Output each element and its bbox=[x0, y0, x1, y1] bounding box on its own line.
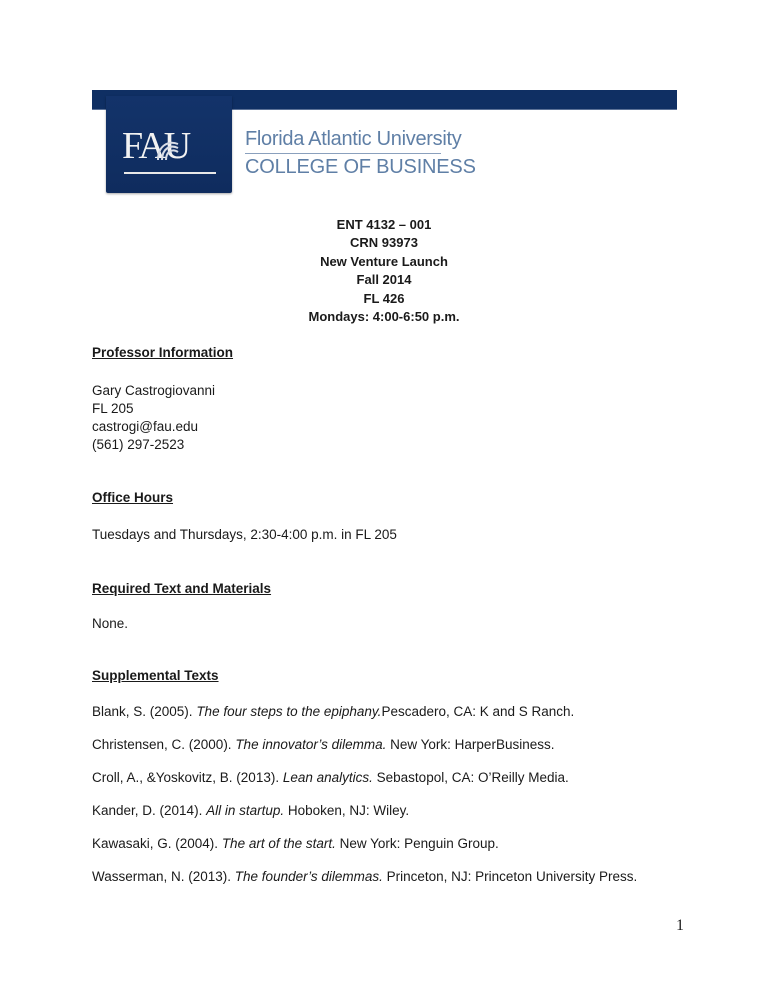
reference-title: Lean analytics. bbox=[282, 770, 373, 785]
office-hours-heading: Office Hours bbox=[92, 490, 174, 505]
reference-title: The founder’s dilemmas. bbox=[234, 869, 383, 884]
course-term: Fall 2014 bbox=[356, 272, 412, 288]
reference-item bbox=[92, 704, 574, 719]
reference-author: Christensen, C. (2000). bbox=[92, 737, 236, 752]
course-title: New Venture Launch bbox=[320, 253, 448, 269]
course-crn: CRN 93973 bbox=[350, 235, 418, 251]
reference-item bbox=[92, 869, 637, 884]
logo-rule bbox=[124, 172, 216, 174]
logo-text: FAU bbox=[122, 125, 190, 167]
reference-item bbox=[92, 836, 499, 851]
fau-logo bbox=[106, 96, 232, 193]
professor-office: FL 205 bbox=[92, 401, 134, 416]
reference-title: The art of the start. bbox=[221, 836, 336, 851]
reference-publisher: Hoboken, NJ: Wiley. bbox=[284, 803, 410, 818]
professor-name: Gary Castrogiovanni bbox=[92, 383, 216, 398]
course-code: ENT 4132 – 001 bbox=[336, 217, 432, 232]
reference-item bbox=[92, 737, 554, 752]
brand-divider bbox=[245, 153, 441, 154]
reference-author: Wasserman, N. (2013). bbox=[92, 869, 235, 884]
reference-publisher: New York: HarperBusiness. bbox=[386, 737, 555, 752]
reference-author: Kawasaki, G. (2004). bbox=[92, 836, 222, 851]
page-number: 1 bbox=[676, 917, 684, 934]
supplemental-heading: Supplemental Texts bbox=[92, 668, 219, 683]
reference-publisher: Princeton, NJ: Princeton University Press. bbox=[382, 869, 638, 884]
course-info bbox=[0, 216, 768, 326]
professor-phone: (561) 297-2523 bbox=[92, 437, 185, 452]
reference-title: All in startup. bbox=[206, 803, 285, 818]
required-text-value: None. bbox=[92, 616, 129, 631]
college-brand bbox=[245, 128, 476, 178]
college-name: COLLEGE OF BUSINESS bbox=[245, 156, 476, 178]
reference-author: Blank, S. (2005). bbox=[92, 704, 197, 719]
professor-email: castrogi@fau.edu bbox=[92, 419, 199, 434]
reference-item bbox=[92, 803, 409, 818]
required-text-heading: Required Text and Materials bbox=[92, 581, 272, 596]
reference-title: The four steps to the epiphany. bbox=[196, 704, 382, 719]
reference-item bbox=[92, 770, 569, 785]
office-hours-text: Tuesdays and Thursdays, 2:30-4:00 p.m. in FL 205 bbox=[92, 527, 397, 542]
course-schedule: Mondays: 4:00-6:50 p.m. bbox=[308, 309, 460, 325]
reference-publisher: New York: Penguin Group. bbox=[335, 836, 499, 851]
university-name: Florida Atlantic University bbox=[245, 128, 462, 150]
reference-publisher: Pescadero, CA: K and S Ranch. bbox=[381, 704, 575, 719]
reference-publisher: Sebastopol, CA: O’Reilly Media. bbox=[372, 770, 569, 785]
reference-author: Croll, A., &Yoskovitz, B. (2013). bbox=[92, 770, 283, 785]
reference-author: Kander, D. (2014). bbox=[92, 803, 207, 818]
course-room: FL 426 bbox=[363, 290, 405, 306]
wave-icon bbox=[154, 136, 182, 164]
reference-title: The innovator’s dilemma. bbox=[235, 737, 387, 752]
professor-heading: Professor Information bbox=[92, 345, 234, 360]
